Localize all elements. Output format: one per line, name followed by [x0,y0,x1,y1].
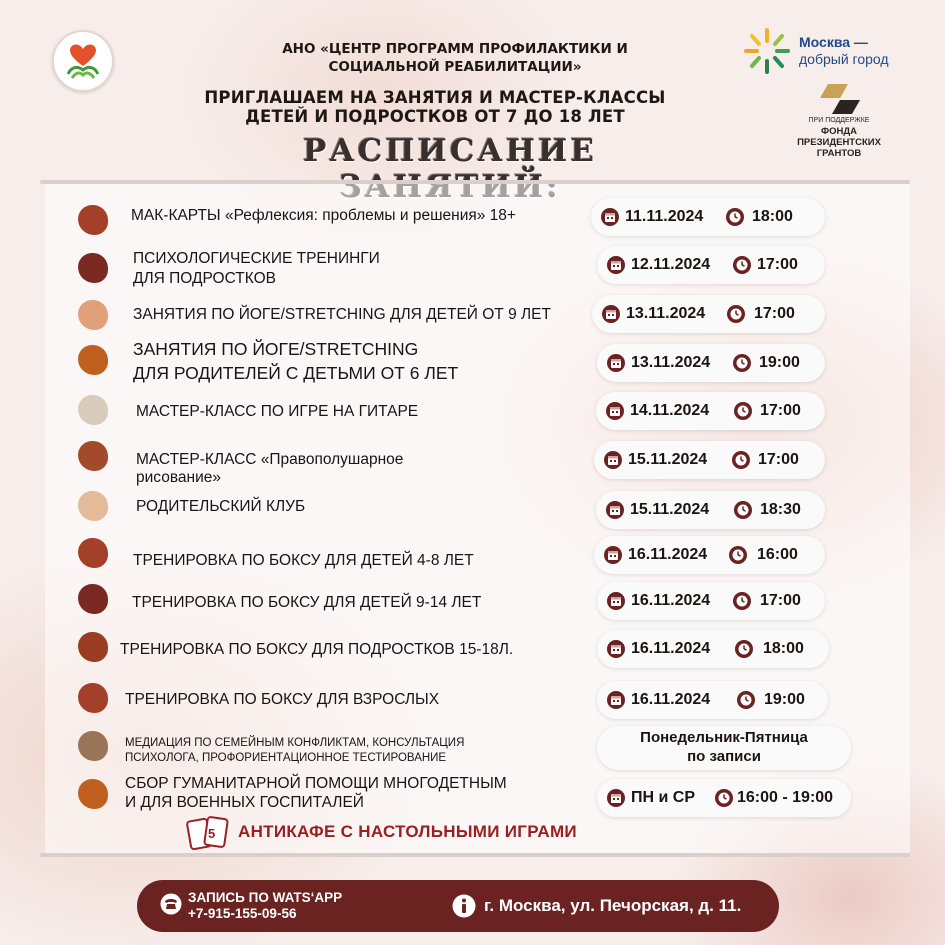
activity-line-1: ТРЕНИРОВКА ПО БОКСУ ДЛЯ ДЕТЕЙ 4-8 ЛЕТ [133,552,474,569]
clock-icon [734,402,752,420]
activity-line-2: И ДЛЯ ВОЕННЫХ ГОСПИТАЛЕЙ [125,794,364,811]
days-label: Понедельник-Пятница [640,729,808,746]
color-marker [78,253,108,283]
date-label: 12.11.2024 [631,256,711,273]
schedule-title: РАСПИСАНИЕ [303,133,597,169]
activity-line-1: ЗАНЯТИЯ ПО ЙОГЕ/STRETCHING [133,339,419,359]
activity-line-1: ТРЕНИРОВКА ПО БОКСУ ДЛЯ ПОДРОСТКОВ 15-18Л. [120,641,514,658]
activity-line-2: ДЛЯ РОДИТЕЛЕЙ С ДЕТЬМИ ОТ 6 ЛЕТ [133,363,459,383]
activity-line-2: рисование» [136,469,221,486]
activity-name [125,736,464,766]
activity-line-1: ТРЕНИРОВКА ПО БОКСУ ДЛЯ ДЕТЕЙ 9-14 ЛЕТ [132,594,482,611]
activity-name [131,207,516,225]
whatsapp-label: ЗАПИСЬ ПО WATS‘APP [188,890,343,905]
board-game-cards-icon [186,815,230,851]
activity-name [132,594,481,612]
clock-icon [735,640,753,658]
date-label: 16.11.2024 [628,546,708,563]
activity-name [136,403,418,421]
invite-line-1: ПРИГЛАШАЕМ НА ЗАНЯТИЯ И МАСТЕР-КЛАССЫ [204,88,666,107]
time-label: 18:30 [760,501,801,518]
info-icon [452,894,476,918]
date-label: 13.11.2024 [626,305,706,322]
moscow-good-city-label [799,34,889,68]
activity-name [133,306,551,324]
org-logo [52,30,114,92]
activity-line-1: ЗАНЯТИЯ ПО ЙОГЕ/STRETCHING ДЛЯ ДЕТЕЙ ОТ 9 ЛЕТ [133,306,551,323]
color-marker [78,779,108,809]
activity-name [125,691,439,709]
date-time-pill [594,441,825,479]
clock-icon [737,691,755,709]
activity-name [136,498,305,516]
time-label: 17:00 [754,305,795,322]
activity-name [133,337,458,385]
date-label: 14.11.2024 [630,402,710,419]
game-card-badge: 5 [208,826,216,841]
org-line-2: СОЦИАЛЬНОЙ РЕАБИЛИТАЦИИ» [328,59,582,75]
date-time-pill [597,246,825,284]
calendar-icon [606,501,624,519]
date-label: 15.11.2024 [630,501,710,518]
activity-line-2: ПСИХОЛОГА, ПРОФОРИЕНТАЦИОННОЕ ТЕСТИРОВАНИЕ [125,752,447,764]
time-label: 18:00 [763,640,804,657]
activity-line-1: МЕДИАЦИЯ ПО СЕМЕЙНЫМ КОНФЛИКТАМ, КОНСУЛЬТАЦИЯ [125,737,465,749]
anticafe-label: АНТИКАФЕ С НАСТОЛЬНЫМИ ИГРАМИ [238,822,577,841]
grant-line-2: ПРЕЗИДЕНТСКИХ [797,137,881,148]
calendar-icon [607,640,625,658]
org-line-1: АНО «ЦЕНТР ПРОГРАММ ПРОФИЛАКТИКИ И [282,41,628,57]
activity-name [136,451,403,487]
time-label: 19:00 [764,691,805,708]
activity-line-1: МАСТЕР-КЛАСС «Правополушарное [136,451,404,468]
activity-line-1: МАСТЕР-КЛАСС ПО ИГРЕ НА ГИТАРЕ [136,403,419,420]
grant-support-label: ПРИ ПОДДЕРЖКЕ [808,117,870,124]
activity-name [120,641,513,659]
invite-line-2: ДЕТЕЙ И ПОДРОСТКОВ ОТ 7 ДО 18 ЛЕТ [245,107,625,126]
moscow-line-2: добрый город [799,51,889,67]
presidential-grants-icon [818,82,862,116]
moscow-line-1: Москва — [799,34,868,50]
date-label: 16.11.2024 [631,592,711,609]
date-time-pill [597,779,851,817]
calendar-icon [602,305,620,323]
color-marker [78,731,108,761]
calendar-icon [601,208,619,226]
invitation-text [175,88,695,126]
activity-line-1: МАК-КАРТЫ «Рефлексия: проблемы и решения» 18+ [131,207,516,224]
whatsapp-signup [188,890,342,922]
color-marker [78,300,108,330]
activity-line-2: ДЛЯ ПОДРОСТКОВ [133,270,276,287]
organization-name [230,40,680,76]
color-marker [78,205,108,235]
date-time-pill [596,491,825,529]
date-time-pill [597,582,825,620]
color-marker [78,395,108,425]
date-label: 16.11.2024 [631,640,711,657]
clock-icon [733,354,751,372]
activity-name [125,774,507,812]
date-time-pill [592,295,825,333]
date-label: 16.11.2024 [631,691,711,708]
panel-top-divider [40,180,910,184]
clock-icon [729,546,747,564]
time-label: 16:00 [757,546,798,563]
clock-icon [732,451,750,469]
date-label: 15.11.2024 [628,451,708,468]
time-label: 17:00 [760,592,801,609]
color-marker [78,538,108,568]
clock-icon [727,305,745,323]
activity-line-1: СБОР ГУМАНИТАРНОЙ ПОМОЩИ МНОГОДЕТНЫМ [125,775,507,792]
color-marker [78,441,108,471]
date-time-pill [597,630,829,668]
clock-icon [726,208,744,226]
clock-icon [733,256,751,274]
calendar-icon [607,354,625,372]
color-marker [78,345,108,375]
address: г. Москва, ул. Печорская, д. 11. [484,896,742,915]
color-marker [78,632,108,662]
clock-icon [715,789,733,807]
time-label: 19:00 [759,354,800,371]
calendar-icon [604,451,622,469]
clock-icon [733,592,751,610]
time-label: 16:00 - 19:00 [737,789,834,806]
appointment-info [597,728,851,766]
date-time-pill [596,392,825,430]
time-label: 18:00 [752,208,793,225]
time-label: 17:00 [758,451,799,468]
whatsapp-phone[interactable]: +7-915-155-09-56 [188,906,297,921]
calendar-icon [607,789,625,807]
color-marker [78,584,108,614]
color-marker [78,683,108,713]
date-label: ПН и СР [631,789,696,806]
activity-name [133,249,380,289]
grant-line-1: ФОНДА [821,126,857,137]
appointment-label: по записи [687,748,761,765]
date-time-pill [594,536,825,574]
moscow-logo-icon [742,26,792,76]
color-marker [78,491,108,521]
calendar-icon [606,402,624,420]
calendar-icon [607,691,625,709]
presidential-grants-label [783,116,895,159]
time-label: 17:00 [760,402,801,419]
date-time-pill [591,198,825,236]
activity-name [133,552,474,570]
calendar-icon [607,256,625,274]
date-label: 13.11.2024 [631,354,711,371]
activity-line-1: ПСИХОЛОГИЧЕСКИЕ ТРЕНИНГИ [133,250,380,267]
calendar-icon [604,546,622,564]
date-time-pill [597,681,828,719]
date-time-pill [597,726,851,770]
phone-icon [160,893,182,915]
calendar-icon [607,592,625,610]
date-time-pill [597,344,825,382]
activity-line-1: ТРЕНИРОВКА ПО БОКСУ ДЛЯ ВЗРОСЛЫХ [125,691,440,708]
activity-line-1: РОДИТЕЛЬСКИЙ КЛУБ [136,498,306,515]
date-label: 11.11.2024 [625,208,704,225]
clock-icon [734,501,752,519]
panel-bottom-divider [40,853,910,857]
time-label: 17:00 [757,256,798,273]
grant-line-3: ГРАНТОВ [816,148,862,159]
